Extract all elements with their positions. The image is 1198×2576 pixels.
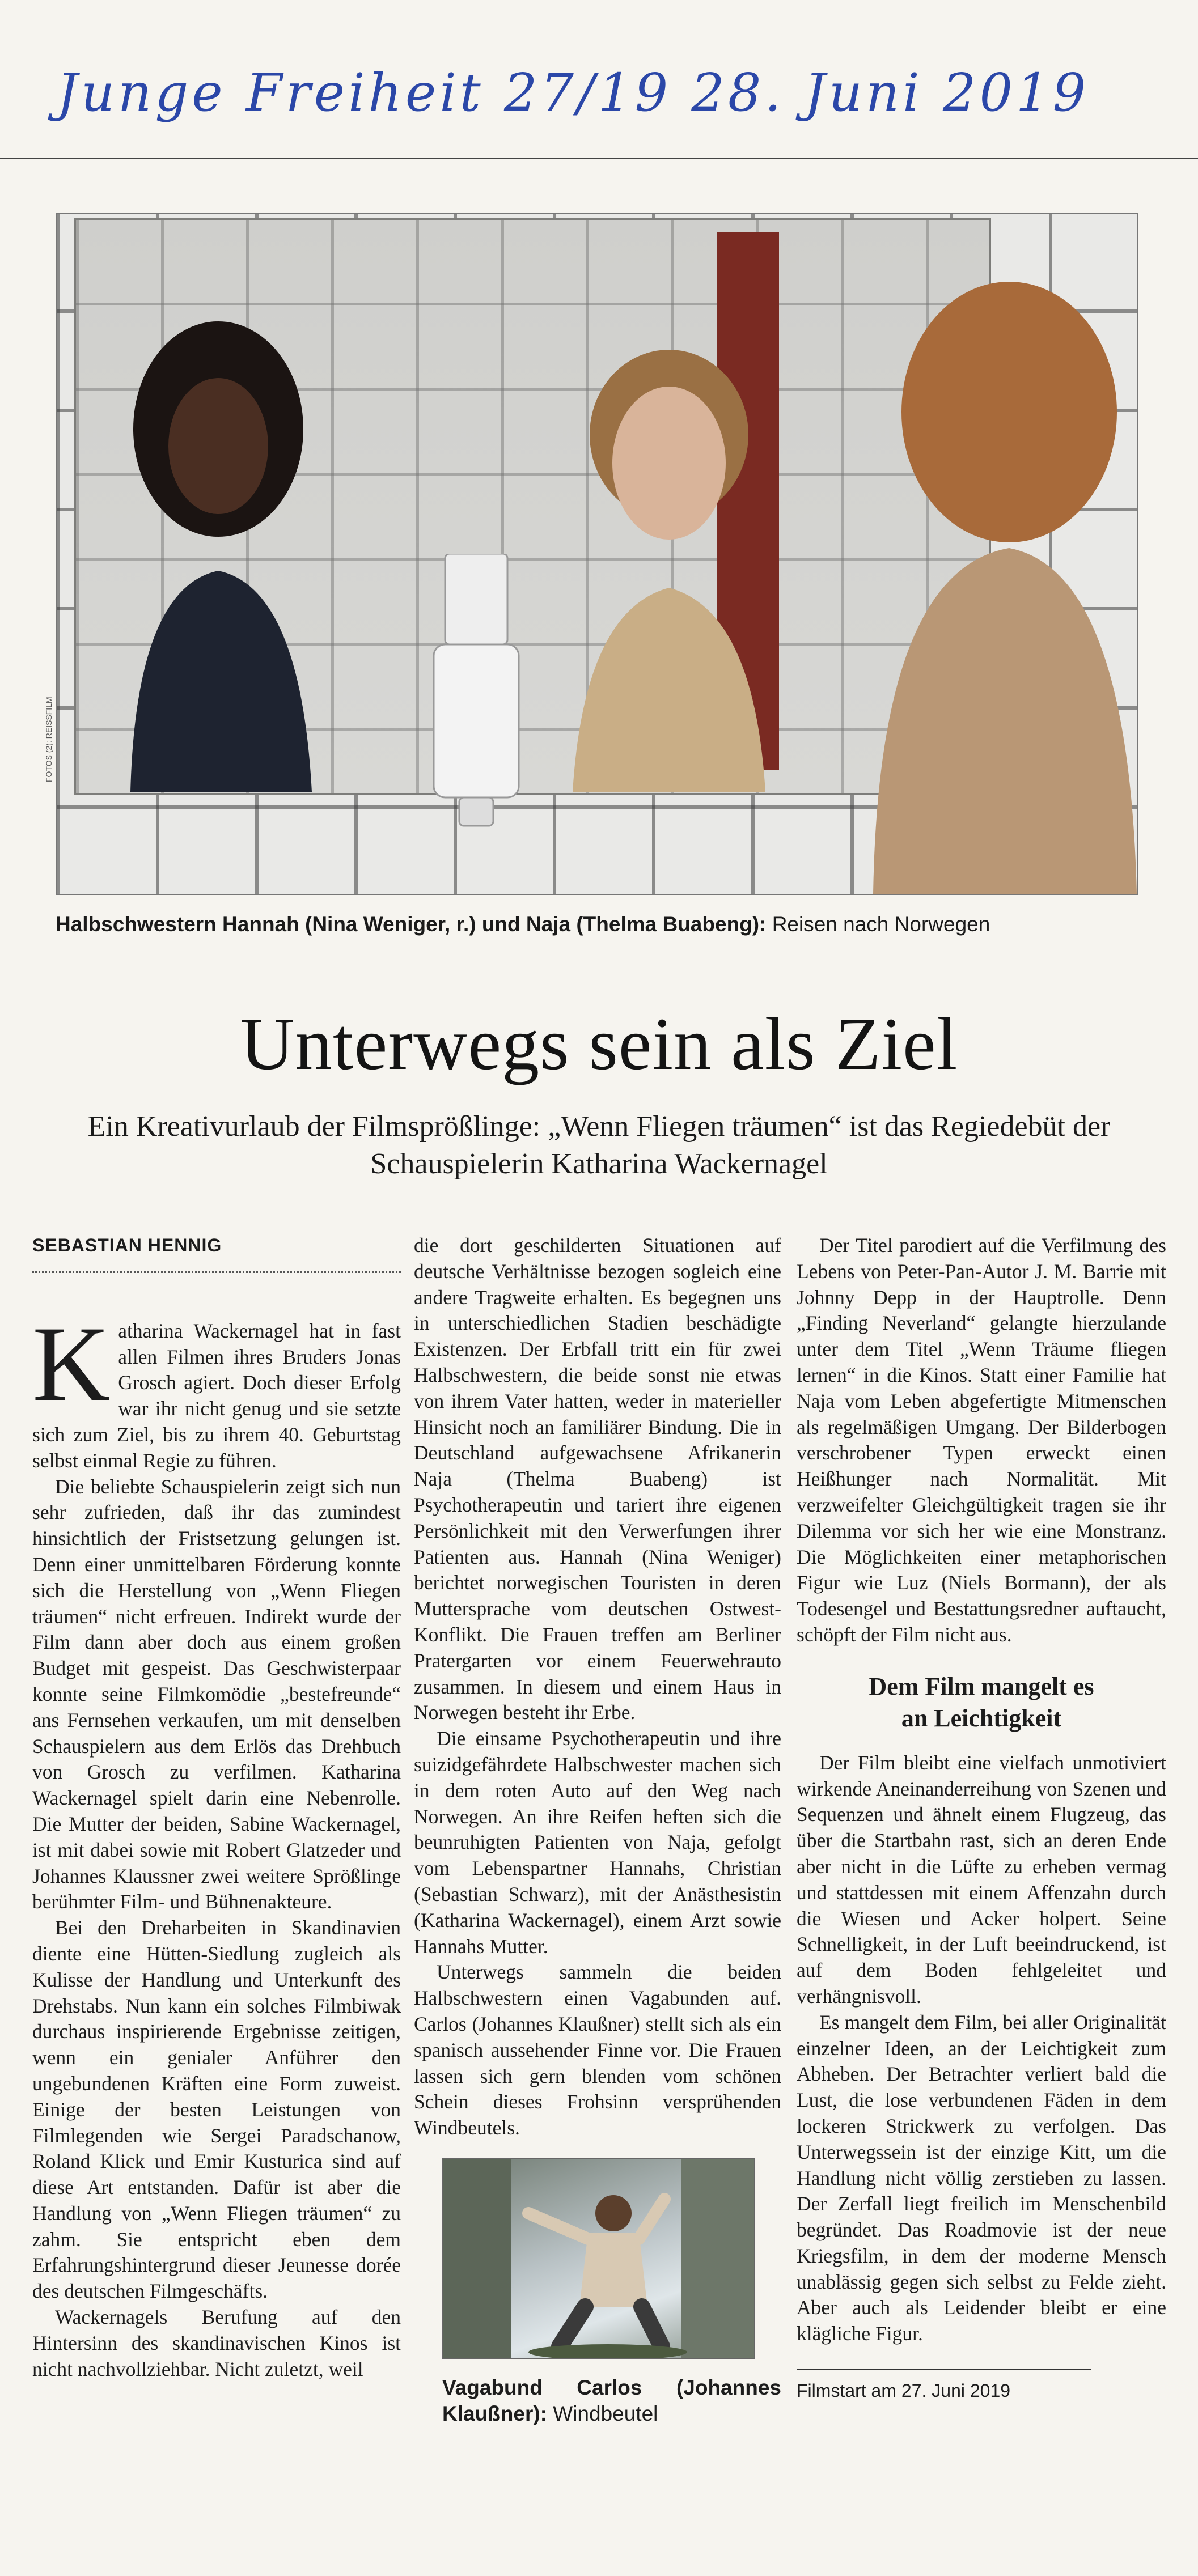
photo-caption-text: Reisen nach Norwegen: [766, 913, 990, 936]
paragraph: Die einsame Psychotherapeutin und ihre suizidgefährdete Halbschwester machen sich in dem roten Auto auf den Weg nach Norwegen. An ihre Reifen heften sich die beunruhigten Patienten von Naja, gefolgt vom Lebenspartner Hannahs, Christian (Sebastian Schwarz), mit der Anästhesistin (Katharina Wackernagel), einem Arzt sowie Hannahs Mutter.: [414, 1727, 781, 1958]
paragraph: Der Titel parodiert auf die Verfilmung des Lebens von Peter-Pan-Autor J. M. Barrie mit Johnny Depp in der Hauptrolle. Denn „Finding Neverland“ gelangte hierzulande unter dem Titel „Wenn Träume fliegen lernen“ in die Kinos. Statt einer Familie hat Naja vom Leben abgefertigte Mitmenschen als regelmäßigen Umgang. Der Bilderbogen verschrobener Typen erweckt einen Heißhunger nach Normalität. Mit verzweifelter Gleichgültigkeit tragen sie ihr Dilemma vor sich her wie eine Monstranz. Die Möglichkeiten einer metaphorischen Figur wie Luz (Niels Bormann), der als Todesengel und Bestattungsredner auftaucht, schöpft der Film nicht aus.: [797, 1234, 1166, 1646]
paragraph: Bei den Dreharbeiten in Skandinavien diente eine Hütten-Siedlung zugleich als Kulisse der Handlung und Unterkunft des Drehstabs. Nun kann ein solches Filmbiwak durchaus inspirierende Ergebnisse zeitigen, wenn ein genialer Anführer den ungebundenen Kräften eine Form zuweist. Einige der besten Leistungen von Filmlegenden wie Sergei Paradschanow, Roland Klick und Emir Kusturica sind auf diese Art entstanden. Dafür ist aber die Handlung von „Wenn Fliegen träumen“ zu zahm. Sie entspricht eben dem Erfahrungshintergrund dieser Jeunesse dorée des deutschen Filmgeschäfts.: [32, 1916, 401, 2303]
headline: Unterwegs sein als Ziel: [240, 1002, 958, 1085]
section-subtitle-line-2: an Leichtigkeit: [901, 1704, 1062, 1732]
author-byline: SEBASTIAN HENNIG: [32, 1235, 222, 1255]
paragraph: Die beliebte Schauspielerin zeigt sich nun sehr zufrieden, daß ihr das zumindest hinsichtlich der Fristsetzung gelungen ist. Denn einer unmittelbaren Förderung konnte sich die Herstellung von „Wenn Fliegen träumen“ nicht erfreuen. Indirekt wurde der Film dann aber doch aus einem großen Budget mit gespeist. Das Geschwisterpaar konnte seine Filmkomödie „bestefreunde“ ans Fernsehen verkaufen, um mit denselben Schauspielern aus dem Erlös das Drehbuch von Grosch zu verfilmen. Katharina Wackernagel spielt darin eine Nebenrolle. Die Mutter der beiden, Sabine Wackernagel, ist mit dabei sowie mit Robert Glatzeder und Johannes Klaussner zwei weitere Sprößlinge berühmter Film- und Bühnenakteure.: [32, 1475, 401, 1913]
photo-caption-bold: Halbschwestern Hannah (Nina Weniger, r.) und Naja (Thelma Buabeng):: [56, 913, 767, 936]
top-divider: [0, 158, 1198, 159]
photo-credit: FOTOS (2): REISSFILM: [44, 697, 53, 782]
soap-dispenser: [422, 554, 530, 831]
column-1: [32, 1233, 401, 2382]
subheadline: Ein Kreativurlaub der Filmsprößlinge: „Wenn Fliegen träumen“ ist das Regiedebüt der Schauspielerin Katharina Wackernagel: [87, 1110, 1111, 1180]
vagabond-figure: [443, 2159, 754, 2358]
paragraph: Es mangelt dem Film, bei aller Originalität einzelner Ideen, an der Leichtigkeit zum Abheben. Der Betrachter verliert bald die Lust, die lose verbundenen Fäden in dem lockeren Strickwerk zu verfolgen. Das Unterwegssein ist der einzige Kitt, um die Handlung nicht völlig zerstieben zu lassen. Der Zerfall liegt freilich im Menschenbild begründet. Das Roadmovie ist der neue Kriegsfilm, in dem der moderne Mensch unablässig gegen sich selbst zu Felde zieht. Aber auch als Leidender bleibt er eine klägliche Figur.: [797, 2010, 1166, 2345]
woman-back-figure: [862, 276, 1137, 894]
woman-left-figure: [108, 304, 329, 792]
column-3: [797, 1233, 1166, 2404]
photo-caption: [56, 913, 1136, 936]
paragraph: die dort geschilderten Situationen auf deutsche Verhältnisse bezogen sogleich eine andere Tragweite erhalten. Es begegnen uns in unterschiedlichen Stadien beschädigte Existenzen. Der Erbfall tritt ein für zwei Halbschwestern, die beide sonst nie etwas von ihrem Vater hatten, weder in materieller Hinsicht noch an familiärer Bindung. Die in Deutschland aufgewachsene Afrikanerin Naja (Thelma Buabeng) ist Psychotherapeutin und tariert ihre eigenen Persönlichkeit mit den Verwerfungen ihrer Patienten aus. Hannah (Nina Weniger) berichtet norwegischen Touristen in deren Muttersprache vom deutschen Ostwest-Konflikt. Die Frauen treffen am Berliner Pratergarten vor einem Feuerwehrauto zusammen. In diesem und einem Haus in Norwegen besteht ihr Erbe.: [414, 1234, 781, 1724]
drop-cap: K: [32, 1304, 111, 1424]
paragraph: Wackernagels Berufung auf den Hintersinn des skandinavischen Kinos ist nicht nachvollziehbar. Nicht zuletzt, weil: [32, 2306, 401, 2380]
woman-mirror-figure: [550, 327, 788, 792]
inset-caption-bold: Vagabund Carlos (Johannes Klaußner):: [442, 2375, 781, 2425]
column-2: [414, 1233, 781, 2427]
handwritten-date-note: Junge Freiheit 27/19 28. Juni 2019: [57, 62, 1090, 123]
section-subtitle: [797, 1671, 1166, 1734]
filmstart-note: Filmstart am 27. Juni 2019: [797, 2369, 1091, 2404]
main-photo: [56, 213, 1138, 895]
inset-caption-text: Windbeutel: [547, 2401, 658, 2425]
paragraph: Unterwegs sammeln die beiden Halbschwestern einen Vagabunden auf. Carlos (Johannes Klaußner) stellt sich als ein spanisch aussehender Finne vor. Die Frauen lassen sich gern blenden vom schönen Schein dieses Frohsinn versprühenden Windbeutels.: [414, 1960, 781, 2140]
inset-photo: [442, 2158, 755, 2359]
paragraph: Katharina Wackernagel hat in fast allen Filmen ihres Bruders Jonas Grosch agiert. Doch dieser Erfolg war ihr nicht genug und sie setzte sich zum Ziel, bis zu ihrem 40. Geburtstag selbst einmal Regie zu führen.: [32, 1304, 401, 1472]
byline-divider: [32, 1271, 401, 1273]
section-subtitle-line-1: Dem Film mangelt es: [869, 1672, 1094, 1700]
paragraph: Der Film bleibt eine vielfach unmotiviert wirkende Aneinanderreihung von Szenen und Sequenzen und ähnelt einem Flugzeug, das über die Startbahn rast, sich an deren Ende aber nicht in die Lüfte zu erheben vermag und stattdessen mit einem Affenzahn durch die Wiesen und Acker holpert. Seine Schnelligkeit, in der Luft beeindruckend, ist auf dem Boden fehlgeleitet und verhängnisvoll.: [797, 1751, 1166, 2008]
inset-caption: [442, 2375, 781, 2427]
